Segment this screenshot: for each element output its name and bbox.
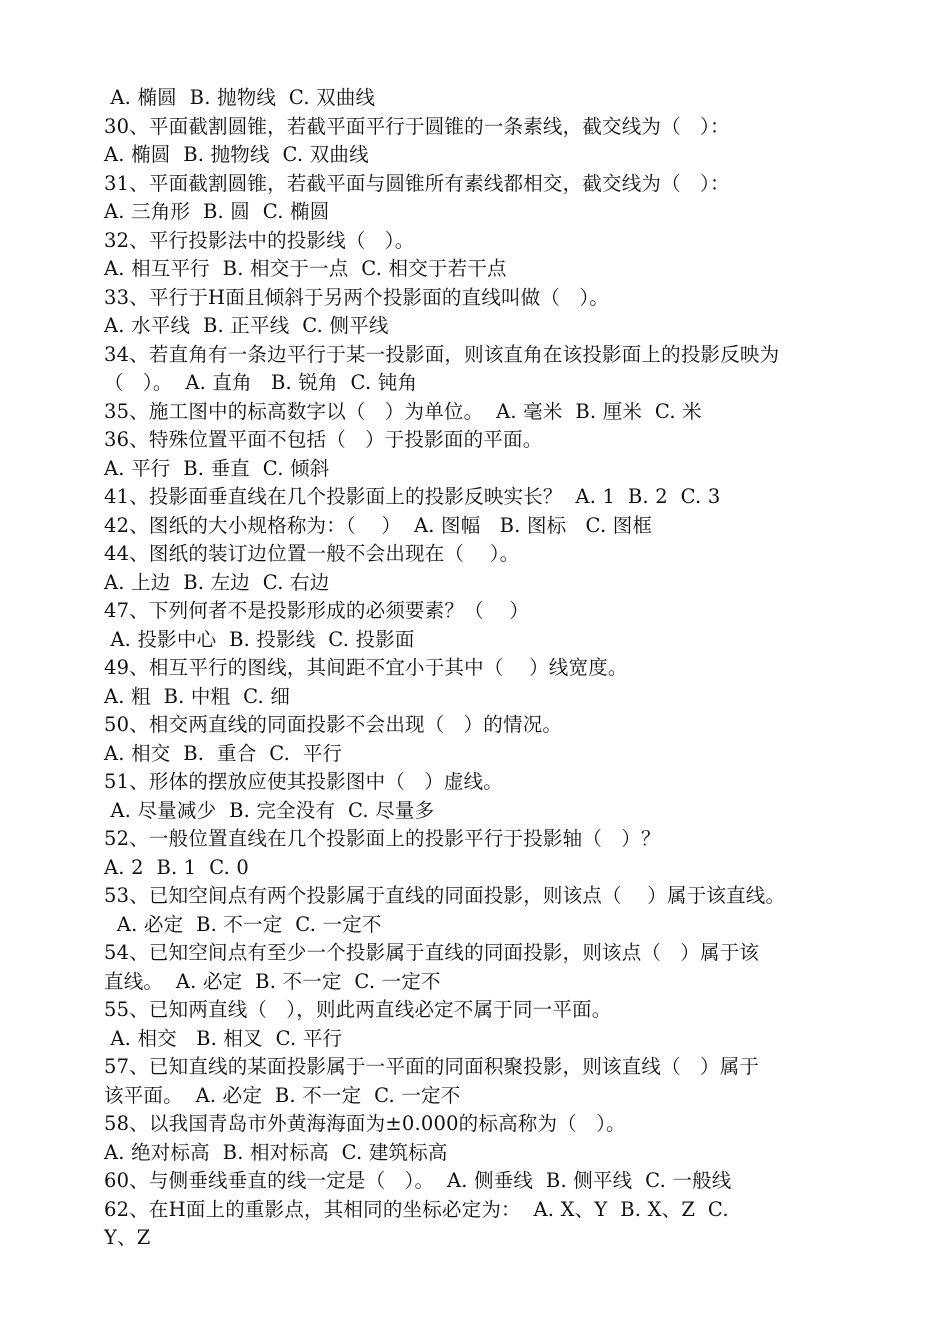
text-line: 58、以我国青岛市外黄海海面为±0.000的标高称为（ ）。 bbox=[104, 1112, 626, 1135]
text-line: A. 粗 B. 中粗 C. 细 bbox=[104, 684, 291, 708]
text-line: A. 必定 B. 不一定 C. 一定不 bbox=[104, 912, 382, 936]
text-line: 50、相交两直线的同面投影不会出现（ ）的情况。 bbox=[104, 713, 563, 736]
text-line: 53、已知空间点有两个投影属于直线的同面投影，则该点（ ）属于该直线。 bbox=[104, 884, 786, 907]
text-line: A. 相互平行 B. 相交于一点 C. 相交于若干点 bbox=[104, 257, 507, 280]
text-line: 41、投影面垂直线在几个投影面上的投影反映实长？ A. 1 B. 2 C. 3 bbox=[104, 485, 721, 508]
text-line: 31、平面截割圆锥，若截平面与圆锥所有素线都相交，截交线为（ ）： bbox=[104, 171, 730, 195]
text-line: （ ）。 A. 直角 B. 锐角 C. 钝角 bbox=[104, 371, 418, 394]
question-list bbox=[104, 84, 884, 1253]
text-line: A. 椭圆 B. 抛物线 C. 双曲线 bbox=[104, 86, 376, 109]
text-line: 33、平行于H面且倾斜于另两个投影面的直线叫做（ ）。 bbox=[104, 285, 609, 309]
text-line: A. 投影中心 B. 投影线 C. 投影面 bbox=[104, 627, 415, 651]
text-line: 35、施工图中的标高数字以（ ）为单位。 A. 毫米 B. 厘米 C. 米 bbox=[104, 399, 702, 423]
text-line: 44、图纸的装订边位置一般不会出现在（ ）。 bbox=[104, 542, 520, 565]
text-line: 47、下列何者不是投影形成的必须要素？（ ） bbox=[104, 599, 530, 622]
text-line: A. 尽量减少 B. 完全没有 C. 尽量多 bbox=[104, 798, 435, 822]
text-line: A. 三角形 B. 圆 C. 椭圆 bbox=[104, 200, 330, 223]
text-line: 34、若直角有一条边平行于某一投影面，则该直角在该投影面上的投影反映为 bbox=[104, 342, 780, 366]
text-line: 32、平行投影法中的投影线（ ）。 bbox=[104, 228, 415, 252]
text-line: Y、Z bbox=[104, 1226, 151, 1249]
text-line: 52、一般位置直线在几个投影面上的投影平行于投影轴（ ）？ bbox=[104, 827, 661, 850]
text-line: 62、在H面上的重影点，其相同的坐标必定为： A. X、Y B. X、Z C. bbox=[104, 1197, 729, 1221]
text-line: 36、特殊位置平面不包括（ ）于投影面的平面。 bbox=[104, 428, 543, 451]
text-line: A. 2 B. 1 C. 0 bbox=[104, 855, 250, 879]
text-line: A. 椭圆 B. 抛物线 C. 双曲线 bbox=[104, 143, 369, 166]
text-line: A. 平行 B. 垂直 C. 倾斜 bbox=[104, 456, 330, 480]
text-line: 60、与侧垂线垂直的线一定是（ ）。 A. 侧垂线 B. 侧平线 C. 一般线 bbox=[104, 1169, 732, 1192]
text-line: 57、已知直线的某面投影属于一平面的同面积聚投影，则该直线（ ）属于 bbox=[104, 1055, 760, 1078]
text-line: A. 绝对标高 B. 相对标高 C. 建筑标高 bbox=[104, 1140, 448, 1164]
text-line: 54、已知空间点有至少一个投影属于直线的同面投影，则该点（ ）属于该 bbox=[104, 941, 760, 964]
text-line: A. 相交 B. 重合 C. 平行 bbox=[104, 741, 343, 765]
text-line: A. 上边 B. 左边 C. 右边 bbox=[104, 570, 330, 594]
text-line: 30、平面截割圆锥，若截平面平行于圆锥的一条素线，截交线为（ ）： bbox=[104, 114, 730, 138]
text-line: 直线。 A. 必定 B. 不一定 C. 一定不 bbox=[104, 969, 441, 993]
text-line: 该平面。 A. 必定 B. 不一定 C. 一定不 bbox=[104, 1083, 461, 1107]
text-line: A. 相交 B. 相叉 C. 平行 bbox=[104, 1026, 343, 1050]
text-line: 55、已知两直线（ ），则此两直线必定不属于同一平面。 bbox=[104, 998, 612, 1021]
text-line: 49、相互平行的图线，其间距不宜小于其中（ ）线宽度。 bbox=[104, 656, 628, 679]
text-line: 51、形体的摆放应使其投影图中（ ）虚线。 bbox=[104, 770, 504, 793]
text-line: 42、图纸的大小规格称为：（ ） A. 图幅 B. 图标 C. 图框 bbox=[104, 513, 653, 537]
text-line: A. 水平线 B. 正平线 C. 侧平线 bbox=[104, 314, 389, 337]
